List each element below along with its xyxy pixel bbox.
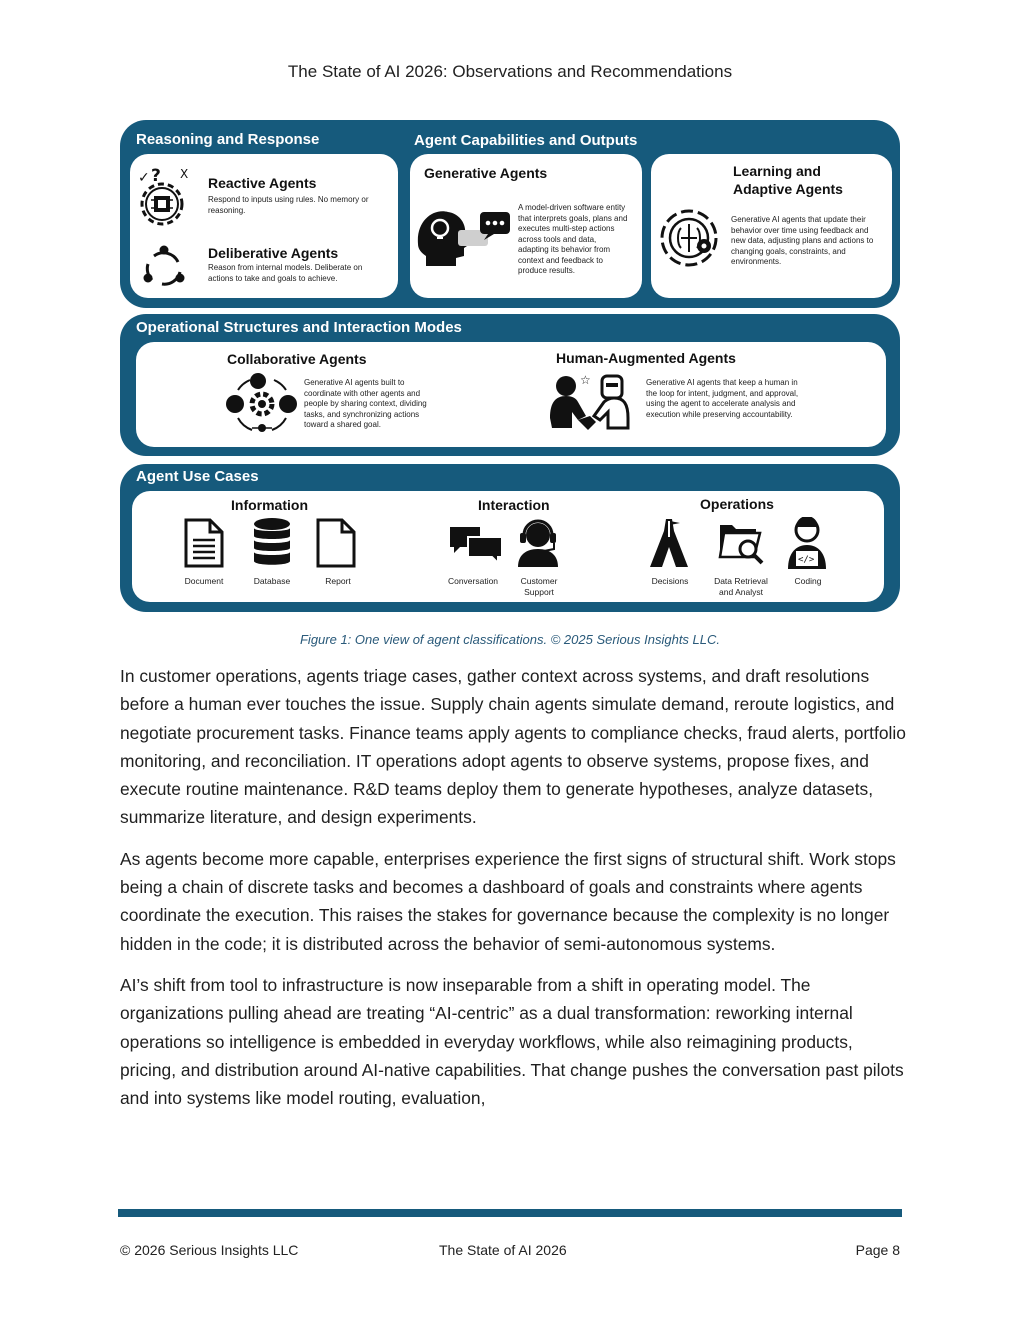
use-case-label-data-retrieval: Data Retrieval and Analyst [714,576,768,597]
document-icon [182,517,226,569]
body-paragraph: As agents become more capable, enterprises experience the first signs of structural shift. Work stops being a chain of discrete tasks and becomes a dashboard of goals and constraints where agents coordinate the execution. This raises the stakes for governance because the complexity is no longer hidden in the code; it is distributed across the behavior of semi-autonomous systems. [120,848,896,954]
chip-gear-icon [134,164,194,226]
operational-panel [120,314,900,456]
information-heading: Information [231,497,308,513]
svg-text:</>: </> [798,555,815,565]
collaborative-agents-text: Generative AI agents built to coordinate with other agents and people by sharing context, dividing tasks, and synchronizing actions toward a shared goal. [304,378,427,429]
use-cases-card [132,491,884,602]
figure-caption: Figure 1: One view of agent classifications. © 2025 Serious Insights LLC. [299,632,721,647]
reactive-agents-text: Respond to inputs using rules. No memory or reasoning. [208,195,369,215]
use-case-label-coding: Coding [794,576,822,586]
footer-divider [118,1209,902,1217]
use-cases-panel [120,464,900,612]
generative-agents-heading: Generative Agents [424,165,548,181]
report-icon [314,517,358,569]
brain-gear-icon [657,206,721,270]
database-icon [252,517,292,569]
use-case-label-customer-support: Customer Support [520,576,558,597]
learning-agents-card [651,154,892,298]
body-paragraph: In customer operations, agents triage cases, gather context across systems, and draft resolutions before a human ever touches the issue. Supply chain agents simulate demand, reroute logistics, and negotiate procurement tasks. Finance teams apply agents to compliance checks, fraud alerts, portfolio monitoring, and reconciliation. IT operations adopt agents to observe systems, propose fixes, and execute routine maintenance. R&D teams deploy them to generate hypotheses, analyze datasets, summarize literature, and design experiments. [120,666,906,828]
conversation-bubbles-icon [448,525,504,565]
svg-text:✓: ✓ [138,170,150,186]
generative-agents-card [410,154,642,298]
footer-copyright: © 2026 Serious Insights LLC [120,1242,299,1258]
svg-text:☆: ☆ [580,373,591,387]
human-augmented-agents-text: Generative AI agents that keep a human in the loop for intent, judgment, and approval, using the agent to accelerate analysis and execution while preserving accountability. [646,378,799,419]
footer-document-title: The State of AI 2026 [439,1242,567,1258]
use-case-label-database: Database [253,576,291,586]
human-robot-handshake-icon [548,370,632,440]
body-text [120,662,910,1125]
coding-person-icon [784,517,830,569]
use-case-label-report: Report [325,576,351,586]
use-cases-section-title: Agent Use Cases [136,468,259,485]
human-augmented-agents-heading: Human-Augmented Agents [556,350,736,366]
footer-page-number: Page 8 [855,1242,900,1258]
folder-search-icon [718,519,766,567]
interaction-heading: Interaction [478,497,550,513]
collaboration-network-icon [224,372,300,436]
reactive-agents-heading: Reactive Agents [208,175,317,191]
svg-text:?: ? [151,166,161,186]
use-case-label-decisions: Decisions [651,576,689,586]
use-case-label-document: Document [184,576,224,586]
reasoning-card [130,154,398,298]
decision-road-icon [648,517,690,569]
svg-text:X: X [180,167,189,181]
deliberative-agents-heading: Deliberative Agents [208,245,339,261]
learning-agents-heading: Learning and Adaptive Agents [733,163,843,197]
deliberative-agents-text: Reason from internal models. Deliberate on actions to take and goals to achieve. [208,263,363,283]
collaborative-agents-heading: Collaborative Agents [227,351,367,367]
operational-card [136,342,886,447]
operations-heading: Operations [700,496,774,512]
learning-agents-text: Generative AI agents that update their behavior over time using feedback and new data, adjusting plans and actions to changing goals, constraints, and environments. [731,215,874,266]
reasoning-section-title: Reasoning and Response [136,131,320,148]
body-paragraph: AI’s shift from tool to infrastructure is now inseparable from a shift in operating model. The organizations pulling ahead are treating “AI-centric” as a dual transformation: reworking internal operations so intelligence is embedded in everyday workflows, while also reimagining products, pricing, and distribution around AI-native capabilities. That change pushes the conversation past pilots and into systems like model routing, evaluation, [120,974,904,1109]
page-header-title: The State of AI 2026: Observations and Recommendations [287,62,733,81]
customer-support-headset-icon [514,517,562,567]
generative-agents-text: A model-driven software entity that interprets goals, plans and executes multi-step actions across tools and data, adapting its behavior from context and feedback to produce results. [518,203,628,275]
head-idea-icon [414,204,514,266]
reasoning-capabilities-panel [120,120,900,308]
cycle-arrows-icon [140,244,188,290]
capabilities-section-title: Agent Capabilities and Outputs [414,132,638,149]
use-case-label-conversation: Conversation [447,576,499,586]
operational-section-title: Operational Structures and Interaction Modes [136,319,462,336]
